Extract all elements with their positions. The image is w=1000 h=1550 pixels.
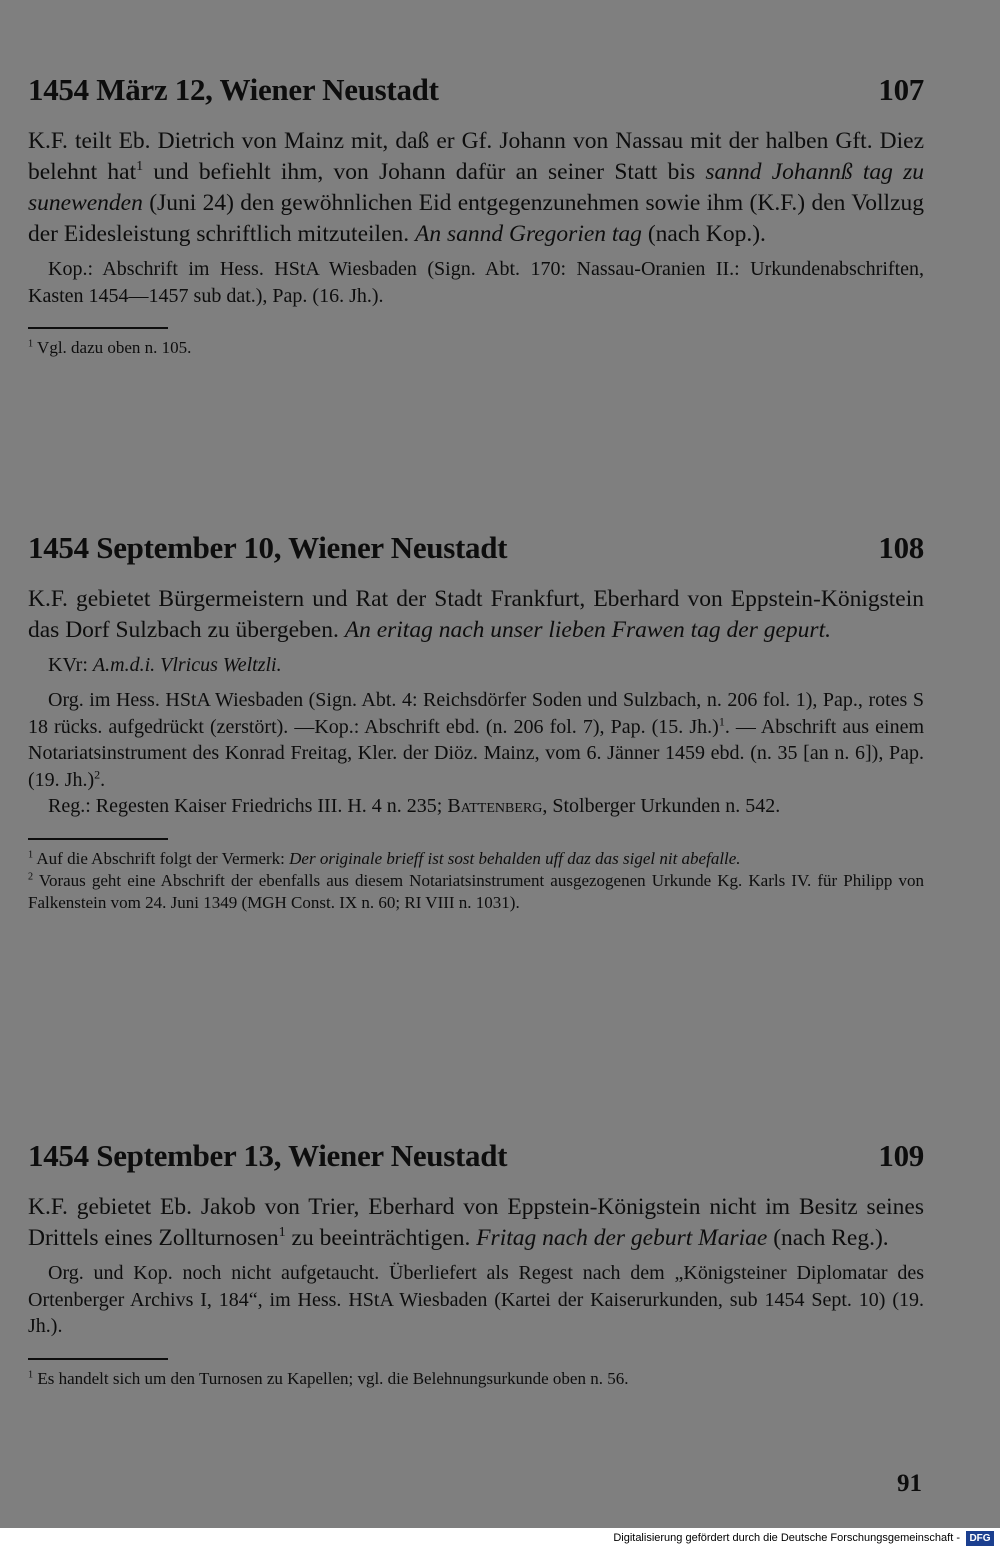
chancery-note-text: A.m.d.i. Vlricus Weltzli. (92, 654, 282, 676)
register-note (28, 793, 924, 820)
entry-heading (28, 530, 924, 566)
regest-text (28, 1192, 924, 1254)
entry-number: 108 (878, 530, 924, 565)
register-text-part: Reg.: Regesten Kaiser Friedrichs III. H. 4 n. 235; (48, 795, 448, 817)
regest-text (28, 126, 924, 250)
tradition-text-part: . — Abschrift aus einem Notariatsinstrument des Konrad Freitag, Kler. der Diöz. Mainz, vom 6. Jänner 1459 ebd. (n. 35 [an n. 6]), Pap. (19. Jh.) (28, 715, 924, 791)
tradition-note (28, 687, 924, 793)
footnote-ref: 1 (718, 713, 725, 728)
quoted-date-formula: An eritag nach unser lieben Frawen tag der gepurt. (344, 617, 831, 643)
regest-text-part: (nach Reg.). (767, 1225, 889, 1251)
page-number: 91 (897, 1470, 922, 1497)
tradition-text-part: Org. im Hess. HStA Wiesbaden (Sign. Abt. 4: Reichsdörfer Soden und Sulzbach, n. 206 fol. 1), Pap., rotes S 18 rücks. aufgedrückt (zerstört). —Kop.: Abschrift ebd. (n. 206 fol. 7), Pap. (15. Jh.) (28, 689, 924, 738)
footnote (28, 1368, 924, 1390)
chancery-note (48, 654, 924, 677)
regest-text-part: K.F. gebietet Bürgermeistern und Rat der Stadt Frankfurt, Eberhard von Eppstein-Königstein das Dorf Sulzbach zu übergeben. (28, 586, 924, 643)
regest-text-part: (nach Kop.). (641, 221, 766, 247)
dfg-logo: DFG (966, 1531, 994, 1546)
quoted-date-formula: An sannd Gregorien tag (415, 221, 642, 247)
entry-number: 109 (878, 1138, 924, 1173)
footnote (28, 870, 924, 914)
footnote-text: Vgl. dazu oben n. 105. (37, 338, 192, 357)
entry-date-place: 1454 September 13, Wiener Neustadt (28, 1138, 508, 1173)
quoted-date-formula: Fritag nach der geburt Mariae (476, 1225, 768, 1251)
regest-text-part: K.F. gebietet Eb. Jakob von Trier, Eberhard von Eppstein-Königstein nicht im Besitz seines Drittels eines Zollturnosen (28, 1194, 924, 1251)
regest-entry-109 (28, 1138, 924, 1390)
footnote (28, 848, 924, 870)
footnote-mark: 1 (28, 338, 34, 350)
entry-date-place: 1454 September 10, Wiener Neustadt (28, 530, 508, 565)
footnote-divider (28, 1358, 168, 1360)
footnote-quote: Der originale brieff ist sost behalden uff daz das sigel nit abefalle. (289, 848, 741, 868)
footnote-text: Auf die Abschrift folgt der Vermerk: (36, 848, 290, 868)
regest-text-part: (Juni 24) den gewöhnlichen Eid entgegenzunehmen sowie ihm (K.F.) den Vollzug der Eidesleistung schriftlich mitzuteilen. (28, 190, 924, 247)
entry-number: 107 (878, 72, 924, 107)
regest-text-part: K.F. teilt Eb. Dietrich von Mainz mit, daß er Gf. Johann von Nassau mit der halben Gft. Diez belehnt hat (28, 128, 924, 185)
regest-entry-108 (28, 530, 924, 914)
funding-credit: Digitalisierung gefördert durch die Deutsche Forschungsgemeinschaft - (613, 1532, 960, 1544)
regest-text (28, 584, 924, 646)
footnote-ref: 2 (94, 766, 101, 781)
footnote-text: Es handelt sich um den Turnosen zu Kapellen; vgl. die Belehnungsurkunde oben n. 56. (37, 1368, 629, 1388)
credit-bar (0, 1528, 1000, 1550)
quoted-date-formula: sannd Johannß tag zu sunewenden (28, 159, 924, 216)
regest-text-part: zu beeinträchtigen. (285, 1225, 477, 1251)
tradition-note: Org. und Kop. noch nicht aufgetaucht. Überliefert als Regest nach dem „Königsteiner Diplomatar des Ortenberger Archivs I, 184“, im Hess. HStA Wiesbaden (Kartei der Kaiserurkunden, sub 1454 Sept. 10) (19. Jh.). (28, 1262, 924, 1337)
chancery-note-label: KVr: (48, 654, 93, 676)
footnote-text: Voraus geht eine Abschrift der ebenfalls aus diesem Notariatsinstrument ausgezogenen Urkunde Kg. Karls IV. für Philipp von Falkenstein vom 24. Juni 1349 (MGH Const. IX n. 60; RI VIII n. 1031). (28, 870, 924, 912)
register-text-part: , Stolberger Urkunden n. 542. (542, 795, 781, 817)
entry-heading (28, 72, 924, 108)
footnote-ref: 1 (278, 1224, 286, 1241)
entry-heading (28, 1138, 924, 1174)
footnote-mark: 1 (28, 848, 34, 860)
entry-date-place: 1454 März 12, Wiener Neustadt (28, 72, 439, 107)
author-name: Battenberg (447, 795, 543, 817)
footnote-mark: 2 (28, 870, 34, 882)
footnote-ref: 1 (136, 158, 144, 175)
tradition-note: Kop.: Abschrift im Hess. HStA Wiesbaden (Sign. Abt. 170: Nassau-Oranien II.: Urkundenabschriften, Kasten 1454—1457 sub dat.), Pap. (16. Jh.). (28, 258, 924, 307)
regest-entry-107 (28, 72, 924, 359)
tradition-text-part: . (100, 768, 106, 791)
footnote-divider (28, 327, 168, 329)
footnote (28, 337, 924, 359)
footnote-mark: 1 (28, 1368, 34, 1380)
regest-text-part: und befiehlt ihm, von Johann dafür an seiner Statt bis (143, 159, 706, 185)
footnote-divider (28, 838, 168, 840)
